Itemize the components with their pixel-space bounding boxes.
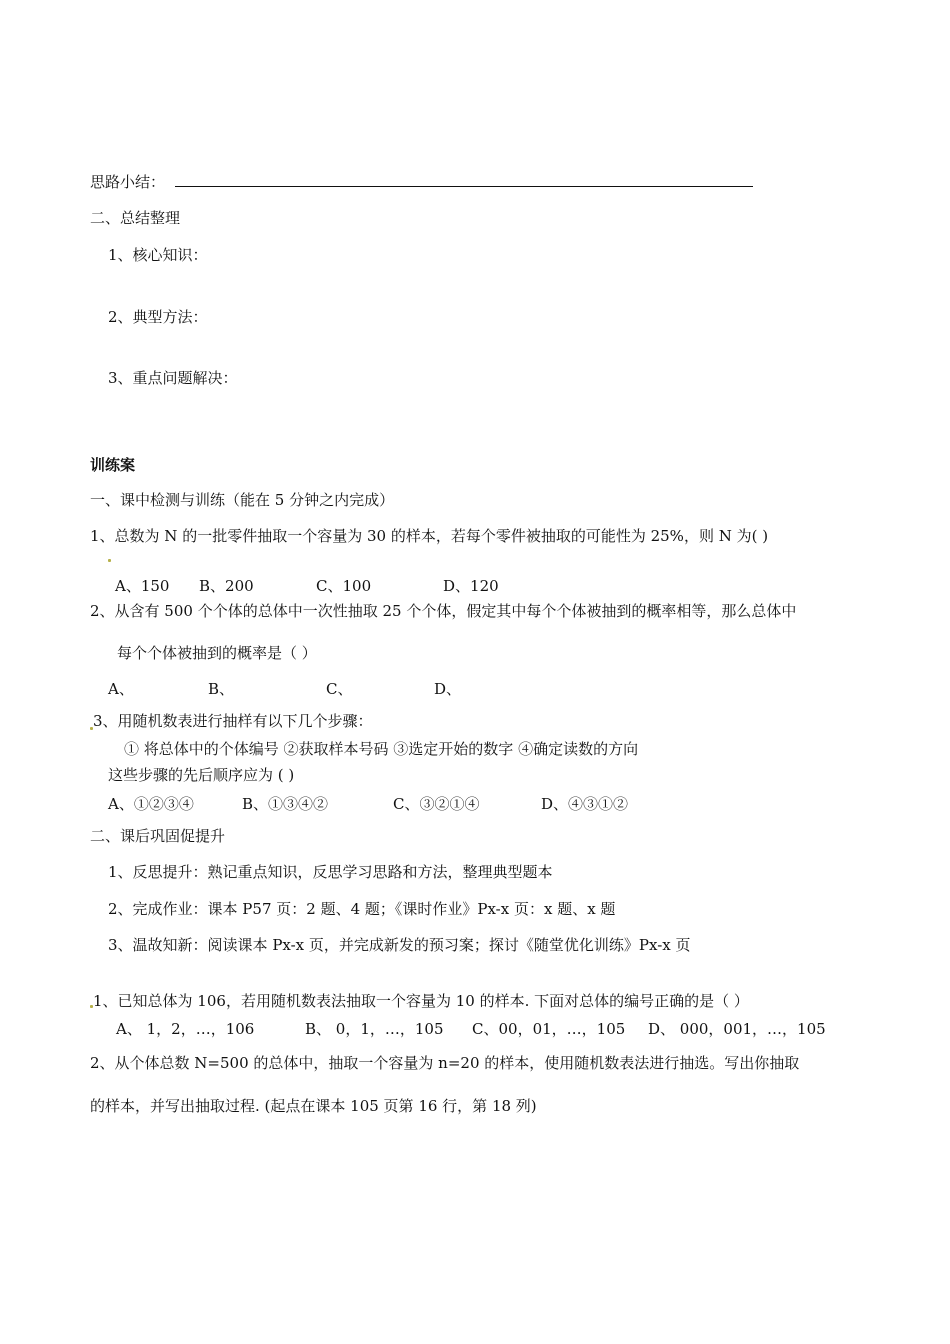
q3-option-d: D、④③①②	[541, 795, 629, 813]
extra-question-1-stem: 1、已知总体为 106，若用随机数表法抽取一个容量为 10 的样本. 下面对总体的编号正确的是（ ）	[93, 992, 749, 1010]
training-title: 训练案	[90, 456, 136, 474]
q2-option-b: B、	[208, 680, 235, 698]
extra-question-2-line1: 2、从个体总数 N=500 的总体中，抽取一个容量为 n=20 的样本，使用随机数表法进行抽选。写出你抽取	[90, 1054, 800, 1072]
extra-q1-option-d: D、 000，001，…，105	[648, 1020, 826, 1038]
part1-title: 一、课中检测与训练（能在 5 分钟之内完成）	[90, 491, 395, 509]
extra-question-2-line2: 的样本，并写出抽取过程. (起点在课本 105 页第 16 行，第 18 列)	[90, 1097, 537, 1115]
extra-q1-option-b: B、 0，1，…，105	[305, 1020, 444, 1038]
q2-option-d: D、	[434, 680, 462, 698]
section-summary-title: 二、总结整理	[90, 209, 181, 227]
question-2-stem-line1: 2、从含有 500 个个体的总体中一次性抽取 25 个个体，假定其中每个个体被抽到的概率相等，那么总体中	[90, 602, 797, 620]
q3-option-a: A、①②③④	[108, 795, 194, 813]
part2-item-reflect: 1、反思提升：熟记重点知识，反思学习思路和方法，整理典型题本	[108, 863, 553, 881]
q3-option-c: C、③②①④	[393, 795, 480, 813]
q2-option-a: A、	[108, 680, 134, 698]
part2-title: 二、课后巩固促提升	[90, 827, 226, 845]
summary-item-core-knowledge: 1、核心知识：	[108, 246, 208, 264]
extra-q1-option-a: A、 1，2，…，106	[116, 1020, 255, 1038]
thinking-summary-label: 思路小结：	[90, 173, 166, 191]
speck-mark	[108, 559, 111, 562]
question-2-stem-line2: 每个个体被抽到的概率是（ ）	[117, 644, 317, 662]
q1-option-b: B、200	[199, 577, 254, 595]
q1-option-a: A、150	[115, 577, 170, 595]
extra-q1-option-c: C、00，01，…，105	[472, 1020, 626, 1038]
q1-option-c: C、100	[316, 577, 372, 595]
question-1-stem: 1、总数为 N 的一批零件抽取一个容量为 30 的样本，若每个零件被抽取的可能性为 25%，则 N 为( )	[90, 527, 769, 545]
q1-option-d: D、120	[443, 577, 499, 595]
summary-item-typical-methods: 2、典型方法：	[108, 308, 208, 326]
summary-item-key-problems: 3、重点问题解决：	[108, 369, 238, 387]
question-3-order-line: 这些步骤的先后顺序应为 ( )	[108, 766, 295, 784]
question-3-steps: ① 将总体中的个体编号 ②获取样本号码 ③选定开始的数字 ④确定读数的方向	[124, 740, 639, 758]
q2-option-c: C、	[326, 680, 353, 698]
part2-item-homework: 2、完成作业：课本 P57 页：2 题、4 题；《课时作业》Px-x 页：x 题、x 题	[108, 900, 616, 918]
part2-item-review: 3、温故知新：阅读课本 Px-x 页，并完成新发的预习案；探讨《随堂优化训练》Px-x 页	[108, 936, 691, 954]
q3-option-b: B、①③④②	[242, 795, 329, 813]
answer-blank-line	[175, 186, 753, 187]
question-3-stem: 3、用随机数表进行抽样有以下几个步骤：	[93, 712, 373, 730]
